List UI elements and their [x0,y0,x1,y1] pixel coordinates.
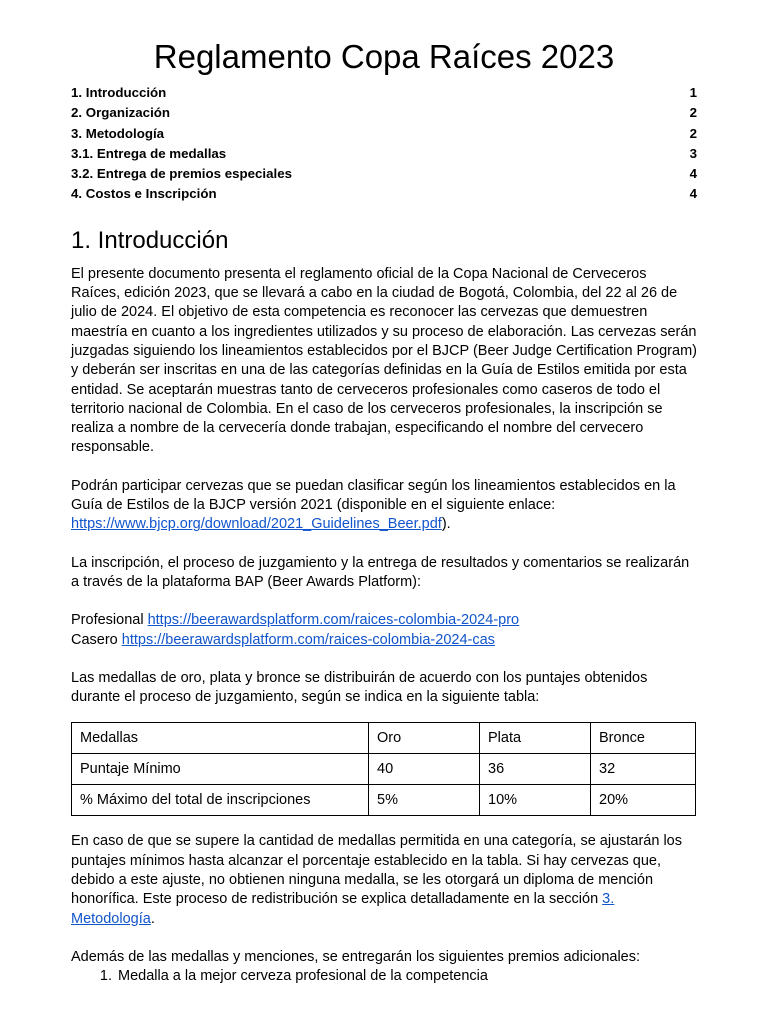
medals-table [71,722,696,816]
toc-entry-page: 3 [689,145,697,161]
toc-entry-label[interactable]: 3.2. Entrega de premios especiales [71,166,292,182]
table-of-contents [71,83,697,205]
toc-entry[interactable] [71,83,697,103]
guidelines-text: Podrán participar cervezas que se puedan clasificar según los lineamientos establecidos en la Guía de Estilos de la BJCP versión 2021 (disponible en el siguiente enlace: [71,477,676,514]
platform-paragraph: La inscripción, el proceso de juzgamiento y la entrega de resultados y comentarios se realizarán a través de la plataforma BAP (Beer Awards Platform): [71,554,690,590]
toc-entry-page: 1 [689,85,697,100]
toc-entry-label[interactable]: 1. Introducción [71,85,167,100]
toc-entry-label[interactable]: 3.1. Entrega de medallas [71,145,227,161]
table-cell: 5% [369,785,480,816]
table-cell: 20% [591,785,696,816]
table-cell: 36 [480,754,591,785]
intro-paragraph: El presente documento presenta el reglamento oficial de la Copa Nacional de Cerveceros Raíces, edición 2023, que se llevará a cabo en la ciudad de Bogotá, Colombia, del 22 al 26 de julio de 2024. El objetivo de esta competencia es reconocer las cervezas que demuestren maestría en cuanto a los ingredientes utilizados y su proceso de elaboración. Las cervezas serán juzgadas siguiendo los lineamientos establecidos por el BJCP (Beer Judge Certification Program) y deberán ser inscritas en una de las categorías definidas en la Guía de Estilos emitida por esta entidad. Se aceptarán muestras tanto de cerveceros profesionales como caseros de todo el territorio nacional de Colombia. En el caso de los cerveceros profesionales, la inscripción se realiza a nombre de la cervecería donde trabajan, especificando el nombre del cervecero responsable. [71,265,697,456]
guidelines-end: ). [441,516,451,533]
table-cell: 40 [369,754,480,785]
table-row [72,785,696,816]
section-heading-introduccion: 1. Introducción [71,226,229,254]
list-item: 1. Medalla a la mejor cerveza profesional de la competencia [116,967,697,986]
table-cell: Bronce [591,723,696,754]
toc-entry[interactable] [71,184,697,204]
toc-entry[interactable] [71,124,697,144]
redistribution-paragraph [71,832,697,928]
table-row [72,754,696,785]
toc-entry[interactable] [71,164,697,184]
toc-entry[interactable] [71,103,697,123]
bjcp-guidelines-link[interactable]: https://www.bjcp.org/download/2021_Guidelines_Beer.pdf [71,516,442,533]
table-cell: Puntaje Mínimo [72,754,369,785]
table-cell: Plata [480,723,591,754]
profesional-line [71,611,697,630]
table-cell: 10% [480,785,591,816]
toc-entry-page: 2 [689,125,697,141]
table-cell: Oro [369,723,480,754]
toc-entry[interactable] [71,144,697,164]
medals-paragraph: Las medallas de oro, plata y bronce se distribuirán de acuerdo con los puntajes obtenidos durante el proceso de juzgamiento, según se indica en la siguiente tabla: [71,669,648,706]
toc-entry-page: 4 [689,186,697,202]
awards-intro-paragraph: Además de las medallas y menciones, se entregarán los siguientes premios adicionales: [71,948,641,965]
redistribution-end: . [150,910,155,927]
table-cell: 32 [591,754,696,785]
guidelines-paragraph [71,477,697,535]
casero-line [71,631,697,650]
awards-list [71,967,697,986]
table-cell: % Máximo del total de inscripciones [72,785,369,816]
casero-label: Casero [71,631,118,648]
toc-entry-label[interactable]: 2. Organización [71,105,171,121]
metodologia-section-link[interactable]: 3. Metodología [71,891,615,927]
table-cell: Medallas [72,723,369,754]
casero-link[interactable]: https://beerawardsplatform.com/raices-colombia-2024-cas [121,631,495,648]
table-row [72,723,696,754]
toc-entry-page: 2 [689,105,697,121]
profesional-label: Profesional [71,612,144,629]
toc-entry-label[interactable]: 3. Metodología [71,125,165,141]
toc-entry-label[interactable]: 4. Costos e Inscripción [71,186,217,202]
redistribution-text: En caso de que se supere la cantidad de medallas permitida en una categoría, se ajustarán los puntajes mínimos hasta alcanzar el porcentaje establecido en la tabla. Si hay cervezas que, debido a este ajuste, no obtienen ninguna medalla, se les otorgará un diploma de mención honorífica. Este proceso de redistribución se explica detalladamente en la sección [71,833,682,908]
toc-entry-page: 4 [689,166,697,182]
document-title: Reglamento Copa Raíces 2023 [153,38,615,75]
profesional-link[interactable]: https://beerawardsplatform.com/raices-colombia-2024-pro [147,612,520,629]
